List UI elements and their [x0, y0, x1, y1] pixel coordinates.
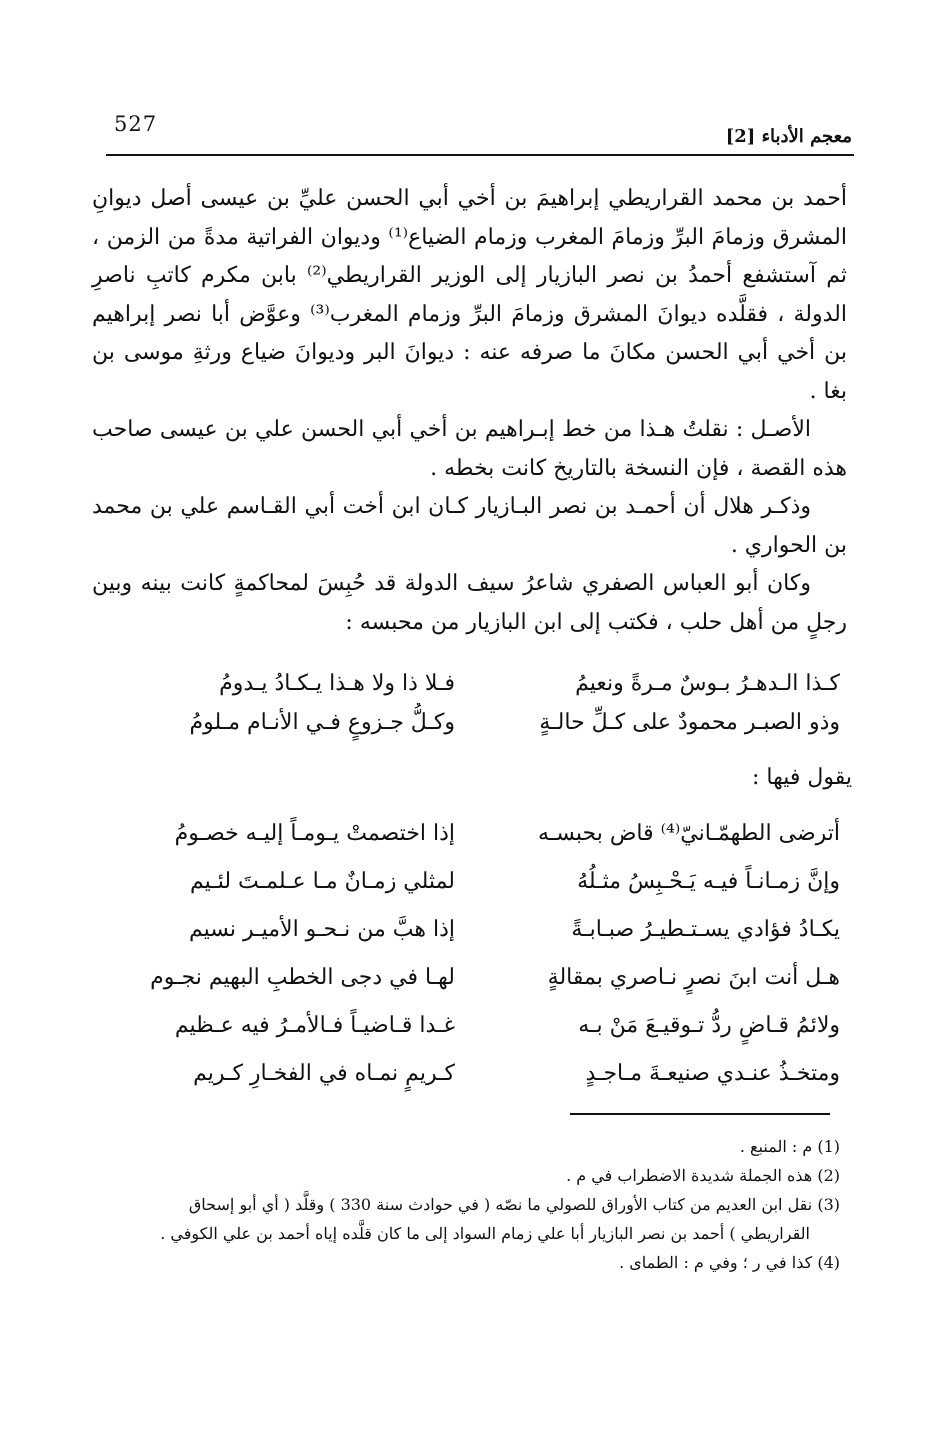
- verse: [100, 703, 840, 742]
- verse-first-hemistich: وذو الصبـر محمودٌ على كـلِّ حالـةٍ: [539, 710, 840, 735]
- poem-intro: يقول فيها :: [752, 765, 852, 790]
- verse: [100, 664, 840, 703]
- verse-second-hemistich: لهـا في دجى الخطبِ البهيم نجـوم: [150, 965, 455, 990]
- footnote: (3) نقل ابن العديم من كتاب الأوراق للصولي ما نصّه ( في حوادث سنة 330 ) وقلَّد ( أي أبو إسحاق: [188, 1195, 840, 1214]
- verse: [100, 858, 840, 906]
- poem-second: [100, 810, 840, 1098]
- verse-second-hemistich: فـلا ذا ولا هـذا يـكـادُ يـدومُ: [219, 671, 455, 696]
- poem-first: [100, 664, 840, 742]
- footnotes: [80, 1132, 840, 1277]
- verse: [100, 906, 840, 954]
- verse-first-hemistich: ومتخـذُ عنـدي صنيعـةَ مـاجـدٍ: [585, 1061, 840, 1086]
- running-head: معجم الأدباء [2]: [725, 126, 852, 147]
- paragraph: وكان أبو العباس الصفري شاعرُ سيف الدولة قد حُبِسَ لمحاكمةٍ كانت بينه وبين رجلٍ من أهل حلب ، فكتب إلى ابن البازيار من محبسه :: [92, 571, 847, 635]
- verse: [100, 1050, 840, 1098]
- verse-second-hemistich: كـريمٍ نمـاه في الفخـارِ كـريم: [193, 1061, 455, 1086]
- verse-second-hemistich: غـدا قـاضيـاً فـالأمـرُ فيه عـظيم: [174, 1013, 455, 1038]
- verse: [100, 954, 840, 1002]
- footnote: (1) م : المنبع .: [739, 1137, 840, 1156]
- verse-first-hemistich: وإنَّ زمـانـاً فيـه يَـحْـبِسُ مثـلُهُ: [577, 869, 840, 894]
- verse-first-hemistich: كـذا الـدهـرُ بـوسٌ مـرةً ونعيمُ: [575, 671, 840, 696]
- verse-second-hemistich: لمثلي زمـانٌ مـا عـلمـتَ لئـيم: [190, 869, 455, 894]
- paragraph: أحمد بن محمد القراريطي إبراهيمَ بن أخي أبي الحسن عليِّ بن عيسى أصل ديوانِ المشرق وزمامَ البرِّ وزمامَ المغرب وزمام الضياع⁽¹⁾ وديوان الفراتية مدةً من الزمن ، ثم آستشفع أحمدُ بن نصر البازيار إلى الوزير القراريطي⁽²⁾ بابن مكرم كاتبِ ناصرِ الدولة ، فقلَّده ديوانَ المشرق وزمامَ البرِّ وزمام المغرب⁽³⁾ وعوَّض أبا نصر إبراهيم بن أخي أبي الحسن مكانَ ما صرفه عنه : ديوانَ البر وديوانَ ضياع ورثةِ موسى بن بغا .: [92, 186, 847, 404]
- verse-first-hemistich: ولائمُ قـاضٍ ردُّ تـوقيـعَ مَنْ بـه: [578, 1013, 840, 1038]
- header-rule: [106, 154, 854, 156]
- verse-first-hemistich: أترضى الطهمّـانيّ⁽⁴⁾ قاض بحبسـه: [538, 821, 840, 846]
- footnote-rule: [570, 1113, 830, 1115]
- paragraph: الأصـل : نقلتُ هـذا من خط إبـراهيم بن أخي أبي الحسن علي بن عيسى صاحب هذه القصة ، فإن النسخة بالتاريخ كانت بخطه .: [92, 417, 847, 481]
- paragraph: وذكـر هلال أن أحمـد بن نصر البـازيار كـان ابن أخت أبي القـاسم علي بن محمد بن الحواري .: [92, 494, 847, 558]
- main-text: [92, 180, 847, 642]
- verse-second-hemistich: إذا اختصمتْ يـومـاً إليـه خصـومُ: [174, 821, 455, 846]
- verse: [100, 1002, 840, 1050]
- verse: [100, 810, 840, 858]
- footnote: (4) كذا في ر ؛ وفي م : الطماى .: [619, 1253, 840, 1272]
- verse-first-hemistich: هـل أنت ابنَ نصرٍ نـاصري بمقالةٍ: [547, 965, 840, 990]
- page-number: 527: [114, 112, 158, 136]
- verse-second-hemistich: وكـلُّ جـزوعٍ فـي الأنـام مـلومُ: [189, 710, 455, 735]
- footnote-continuation: القراريطي ) أحمد بن نصر البازيار أبا علي زمام السواد إلى ما كان قلَّده إياه أحمد بن علي الكوفي .: [160, 1224, 810, 1243]
- verse-second-hemistich: إذا هبَّ من نـحـو الأميـر نسيم: [189, 917, 455, 942]
- footnote: (2) هذه الجملة شديدة الاضطراب في م .: [566, 1166, 840, 1185]
- verse-first-hemistich: يكـادُ فؤادي يسـتـطيـرُ صبـابـةً: [571, 917, 840, 942]
